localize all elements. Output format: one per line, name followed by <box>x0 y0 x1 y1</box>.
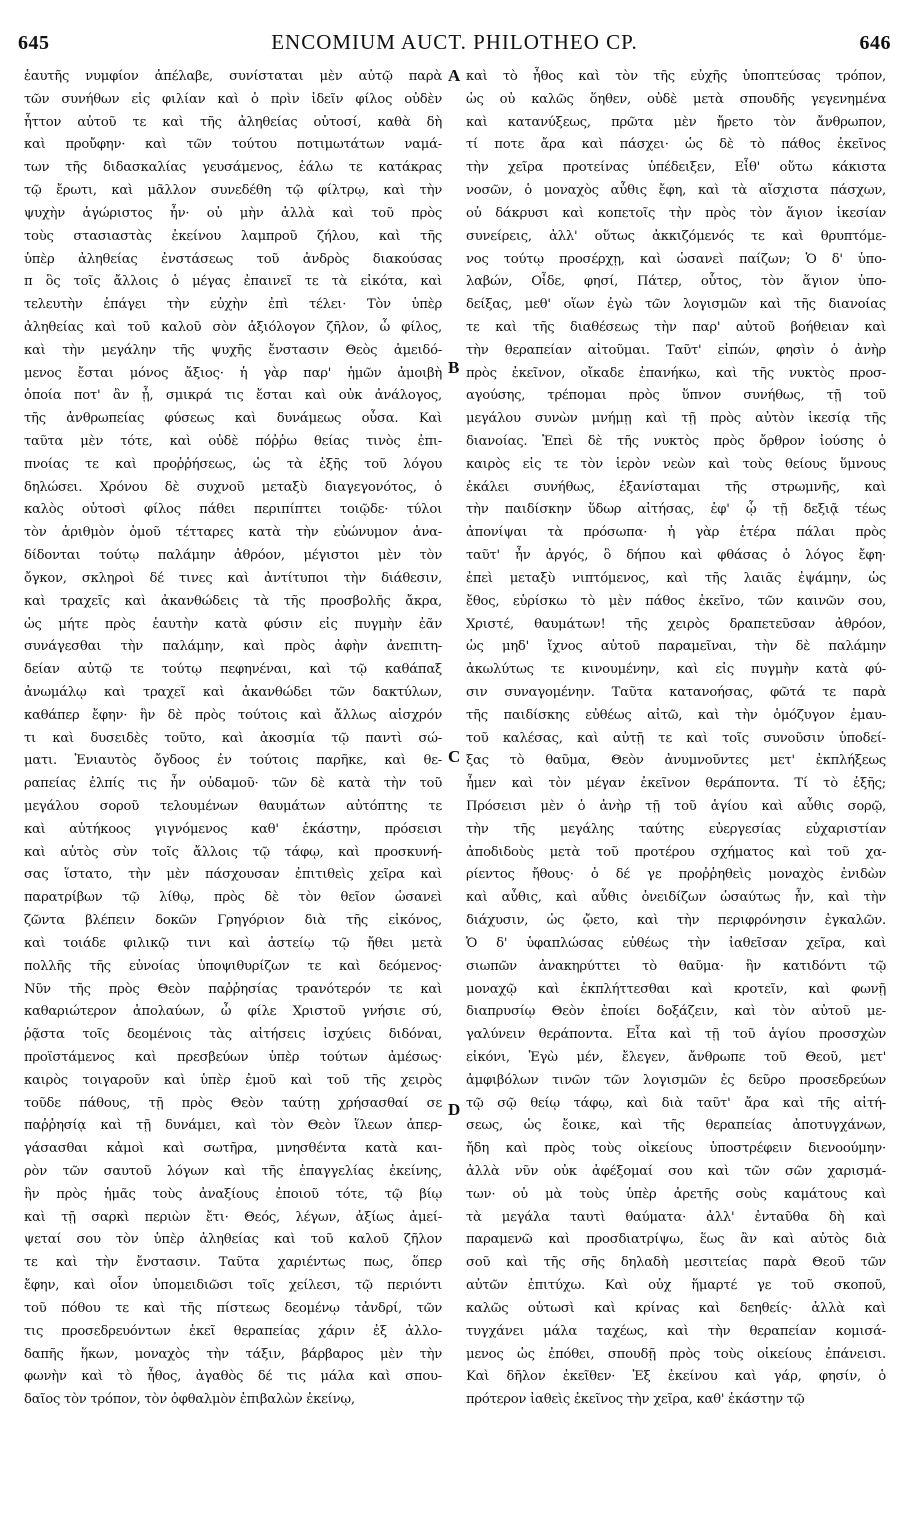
text-line: τῆς παιδίσκης εὐθέως αἰτῶ, καὶ τὴν ὁμόζυγον ἐμαυ- <box>466 707 886 723</box>
text-line: τὴν χεῖρα προτείνας ὑπέδειξεν, Εἶθ' οὕτω κάκιστα <box>466 160 886 176</box>
text-line: ρίεντος ἤθους· ὁ δέ γε προῤῥηθεὶς μοναχὸς ἐνιδὼν <box>466 867 886 883</box>
text-line: Ὁ δ' ὑφαπλώσας εὐθέως τὴν ἰαθεῖσαν χεῖρα, καὶ <box>466 935 886 951</box>
text-line: διαπρυσίῳ Θεὸν ἐποίει δοξάζειν, καὶ τὸν αὐτοῦ με- <box>466 1004 886 1020</box>
text-line: μενος ὡς ἐπόθει, σπουδῇ πρὸς τοὺς οἰκείους ἐπάνεισι. <box>466 1346 886 1362</box>
text-line: Χριστέ, θαυμάτων! τῆς χειρὸς δραπετεῦσαν ἀθρόον, <box>466 616 886 632</box>
text-line: ἀπονίψαι τὰ πρόσωπα· ἡ γὰρ ἑτέρα πάλαι πρὸς <box>466 525 886 541</box>
text-line: καὶ αὐτὸς σὺν τοῖς ἄλλοις τῷ τάφῳ, καὶ προσκυνή- <box>24 844 442 860</box>
text-line: καθαριώτερον ἀπολαύων, ὦ φίλε Χριστοῦ γνήσιε σύ, <box>24 1004 442 1020</box>
text-line: πρὸς ἐκεῖνον, οἴκαδε ἐπανήκω, καὶ τῆς νυκτὸς προσ- <box>466 365 886 381</box>
text-line: καὶ τὴν μεγάλην τῆς ψυχῆς ἔνστασιν Θεὸς ἀμειδό- <box>24 342 442 358</box>
text-line: τὴν θεραπείαν αἰτοῦμαι. Ταῦτ' εἰπών, φησὶν ὁ ἀνὴρ <box>466 342 886 358</box>
text-line: ἤδη καὶ πρὸς τοὺς οἰκείους ὑποστρέφειν διενοούμην· <box>466 1141 886 1157</box>
text-line: ἧττον αὐτοῦ τε καὶ τῆς ἀληθείας οὑτοσί, καθὰ δὴ <box>24 114 442 130</box>
text-line: σιωπῶν ἀνακηρύττει τὸ θαῦμα· ἣν κατιδόντι τῷ <box>466 958 886 974</box>
text-line: ἦμεν καὶ τὸν μέγαν ἐκεῖνον θεράποντα. Τί τὸ ἑξῆς; <box>466 776 886 792</box>
text-line: δείξας, μεθ' οἵων ἐγὼ τῶν λογισμῶν καὶ τῆς διανοίας <box>466 297 886 313</box>
text-line: ταῦτα μὲν τότε, καὶ οὐδὲ πόῤῥω θείας τινὸς ἐπι- <box>24 434 442 449</box>
text-line: τῷ σῷ θείῳ τάφῳ, καὶ διὰ ταῦτ' ἄρα καὶ τῆς αἰτή- <box>466 1095 886 1111</box>
text-line: μενος ἔσται μόνος ἄξιος· ἡ γὰρ παρ' ἡμῶν ἀμοιβὴ <box>24 365 442 381</box>
text-line: ὑπὲρ ἀληθείας ἐνστάσεως τοῦ ἀνδρὸς διακούσας <box>24 251 442 267</box>
text-line: σοῦ καὶ τῆς σῆς δηλαδὴ μεσιτείας παρὰ Θεοῦ τῶν <box>466 1255 886 1271</box>
text-line: τοῦ πόθου τε καὶ τῆς πίστεως δεομένῳ τἀνδρί, τῶν <box>24 1300 442 1316</box>
text-line: ἀνωμάλῳ καὶ τραχεῖ καὶ ἀκανθώδει τῶν δακτύλων, <box>24 684 442 700</box>
text-line: αὐτῶν ἐπιτύχω. Καὶ οὐχ ἥμαρτέ γε τοῦ σκοποῦ, <box>466 1278 886 1294</box>
text-line: εἰκόνι, Ἐγὼ μέν, ἔλεγεν, ἄνθρωπε τοῦ Θεοῦ, μετ' <box>466 1049 886 1065</box>
text-line: τὴν παιδίσκην ὕδωρ αἰτήσας, ἐφ' ᾧ τῇ δεξιᾷ τέως <box>466 502 886 518</box>
text-line: αγούσης, τρέπομαι πρὸς ὕπνον συνήθως, τῇ τοῦ <box>466 388 886 404</box>
text-line: καὶ τραχεῖς καὶ ἀκανθώδεις τὰ τῆς προσβολῆς ἄκρα, <box>24 593 442 609</box>
text-line: καλὸς οὑτοσὶ φίλος πάθει περιπίπτει τοιῷδε· τύλοι <box>24 502 442 518</box>
text-line: ἀλλὰ νῦν οὐκ ἀφέξομαί σου καὶ τῶν σῶν χαρισμά- <box>466 1164 886 1179</box>
text-line: ξας τὸ θαῦμα, Θεὸν ἀνυμνοῦντες μετ' ἐκπλήξεως <box>466 753 886 769</box>
text-line: λαβών, Οἶδε, φησί, Πάτερ, οὗτος, τὸν ἅγιον ὑπο- <box>466 274 886 290</box>
text-line: ὡς μηδ' ἴχνος αὐτοῦ παραμεῖναι, τὴν δὲ παλάμην <box>466 639 886 655</box>
right-text-column <box>466 66 886 1412</box>
text-line: τὰ μεγάλα ταυτὶ θαύματα· ἀλλ' ἐνταῦθα δὴ καὶ <box>466 1209 886 1225</box>
text-line: καιρὸς εἰς τε τὸν ἱερὸν νεὼν καὶ τοὺς θείους ὕμνους <box>466 456 886 472</box>
text-line: παῤῥησίᾳ καὶ τῇ δυνάμει, καὶ τὸν Θεὸν ἵλεων ἀπερ- <box>24 1118 442 1134</box>
text-line: τελευτὴν ἐπάγει τὴν εὐχὴν ἐπὶ τέλει· Τὸν ὑπὲρ <box>24 297 442 313</box>
text-line: διανοίας. Ἐπεὶ δὲ τῆς νυκτὸς πρὸς ὄρθρον ἰούσης ὁ <box>466 434 886 449</box>
text-line: τί ποτε ἄρα καὶ πάσχει· ὡς δὲ τὸ πάθος ἐκεῖνος <box>466 137 886 153</box>
text-line: ραπείας ἐλπίς τις ἦν οὐδαμοῦ· τῶν δὲ κατὰ τὴν τοῦ <box>24 776 442 792</box>
text-line: καὶ τὸ ἦθος καὶ τὸν τῆς εὐχῆς ὑποπτεύσας τρόπον, <box>466 69 886 84</box>
text-line: πνοίας τε καὶ προῤῥήσεως, ὡς τὰ ἑξῆς τοῦ λόγου <box>24 456 442 472</box>
text-line: φωνὴν καὶ τὸ ἦθος, ἀγαθὸς δέ τις μάλα καὶ σπου- <box>24 1369 442 1385</box>
text-line: ὁποία ποτ' ἂν ᾖ, σμικρά τις ἔσται καὶ οὐκ ἀνάλογος, <box>24 388 442 404</box>
text-line: δίδονται τούτῳ παλάμην ἀθρόον, μέγιστοι μὲν τὸν <box>24 548 442 564</box>
text-line: ἀκωλύτως τε κινουμένην, καὶ εἰς πυγμὴν κατὰ φύ- <box>466 662 886 678</box>
text-line: ἣν πρὸς ἡμᾶς τοὺς ἀναξίους ἐποιοῦ τότε, τῷ βίῳ <box>24 1186 442 1202</box>
text-line: ἀποδιδοὺς μετὰ τοῦ προτέρου σχήματος καὶ τοῦ χα- <box>466 844 886 860</box>
text-line: τῆς ἀνθρωπείας φύσεως καὶ δυνάμεως οὖσα. Καὶ <box>24 411 442 427</box>
text-line: παρατρίβων τῷ λίθῳ, πρὸς δὲ τὸν θεῖον ὡσανεὶ <box>24 890 442 906</box>
text-line: καλῶς οὑτωσὶ καὶ κρίνας καὶ δεηθείς· ἀλλὰ καὶ <box>466 1300 886 1316</box>
text-line: σιν συναγομένην. Ταῦτα κατανοήσας, φῶτά τε παρὰ <box>466 684 886 700</box>
text-line: των τῆς διδασκαλίας γευσάμενος, ἑάλω τε κατάκρας <box>24 160 442 176</box>
section-marker-b: B <box>448 358 460 377</box>
text-line: τοῦδε πάθους, τῇ πρὸς Θεὸν ταύτῃ χρήσασθαί σε <box>24 1095 442 1111</box>
text-line: τοῦ καλέσας, καὶ αὐτῇ τε καὶ τοῖς συνοῦσιν ὑποδεί- <box>466 730 886 746</box>
text-line: τὴν τῆς μεγάλης ταύτης εὐεργεσίας εὐχαριστίαν <box>466 821 886 837</box>
text-line: μεγάλου σοροῦ τελουμένων θαυμάτων αὐτόπτης τε <box>24 799 442 814</box>
text-line: σεως, ὡς ἔοικε, καὶ τῆς θεραπείας ἀποτυγχάνων, <box>466 1118 886 1134</box>
running-head <box>18 30 891 56</box>
text-line: δαῖος τὸν τρόπον, τὸν ὀφθαλμὸν ἐπιβαλὼν ἐκείνῳ, <box>24 1392 355 1408</box>
text-line: τις προσεδρευόντων ἐκεῖ θεραπείας χάριν ἐξ ἀλλο- <box>24 1323 442 1339</box>
text-line: ζῶντα βλέπειν δοκῶν Γρηγόριον διὰ τῆς εἰκόνος, <box>24 913 442 929</box>
text-line: οὐ δάκρυσι καὶ κοπετοῖς τὴν πρὸς τὸν ἅγιον ἱκεσίαν <box>466 205 886 221</box>
text-line: καὶ προὔφην· καὶ τῶν τούτου ποτιμωτάτων ναμά- <box>24 137 442 153</box>
text-line: ματι. Ἐνιαυτὸς ὄγδοος ἐν τούτοις παρῆκε, καὶ θε- <box>24 753 442 769</box>
text-line: γάσασθαι κἀμοὶ καὶ σωτῆρα, μνησθέντα κατὰ και- <box>24 1141 442 1157</box>
text-line: καὶ αὖθις, καὶ αὖθις ὀνειδίζων ὡσαύτως ἦν, καὶ τὴν <box>466 890 886 906</box>
text-line: τὸν ἀριθμὸν ὁμοῦ τέτταρες κατὰ τὴν εὐώνυμον ἀνα- <box>24 525 442 541</box>
text-line: προϊστάμενος καὶ πρεσβεύων ὑπὲρ τούτων ἀμέσως· <box>24 1049 442 1065</box>
text-line: ψεταί σου τὸν ὑπὲρ ἀληθείας καὶ τοῦ καλοῦ ζῆλον <box>24 1232 442 1248</box>
text-line: Καὶ δῆλον ἐκεῖθεν· Ἐξ ἐκείνου καὶ γάρ, φησίν, ὁ <box>466 1369 886 1385</box>
text-line: καιρὸς τοιγαροῦν καὶ ὑπὲρ ἐμοῦ καὶ τοῦ τῆς χειρὸς <box>24 1072 442 1088</box>
text-line: τυγχάνει μάλα ταχέως, καὶ τὴν θεραπείαν κομισά- <box>466 1323 886 1339</box>
running-title: ENCOMIUM AUCT. PHILOTHEO CP. <box>271 30 638 54</box>
text-line: ῥᾷστα τοῖς δεομένοις τὰς αἰτήσεις ἰσχύεις διδόναι, <box>24 1027 442 1043</box>
section-marker-a: A <box>448 66 461 85</box>
text-line: καὶ κατανύξεως, πρῶτα μὲν ἤρετο τὸν ἄνθρωπον, <box>466 114 886 130</box>
text-line: ὡς μήτε πρὸς ἑαυτὴν κατὰ φύσιν εἰς πυγμὴν ἐᾶν <box>24 616 442 632</box>
left-page-number: 645 <box>18 32 50 54</box>
section-marker-c: C <box>448 747 461 766</box>
text-line: ψυχὴν ἀγώριστος ἦν· οὐ μὴν ἀλλὰ καὶ τοῦ πρὸς <box>24 205 442 221</box>
text-line: ἐκάλει συνήθως, ἐξανίσταμαι τῆς στρωμνῆς, καὶ <box>466 479 886 495</box>
text-line: ὄγκον, σκληροὶ δέ τινες καὶ ἀντίτυποι τὴν διάθεσιν, <box>24 570 442 586</box>
text-line: τῷ ἔρωτι, καὶ μᾶλλον συνεδέθη τῷ φίλτρῳ, καὶ τὴν <box>24 183 442 199</box>
section-marker-d: D <box>448 1100 461 1119</box>
text-line: ἔθος, εὑρίσκω τὸ μὲν πάθος ἐκεῖνο, τῶν καινῶν σου, <box>466 593 886 609</box>
text-line: πρότερον ἰαθεὶς ἐκεῖνος τὴν χεῖρα, καθ' ἑκάστην τῷ <box>466 1392 805 1408</box>
text-line: ἐπεὶ μεταξὺ νιπτόμενος, καὶ τῆς λαιᾶς ἐψάμην, ὡς <box>466 570 886 586</box>
text-line: δαπῆς ἥκων, μοναχὸς τὴν τάξιν, βάρβαρος μὲν τὴν <box>24 1346 442 1362</box>
text-line: ὡς οὐ καλῶς ὅηθεν, οὐδὲ μετὰ σπουδῆς γεγενημένα <box>466 91 886 107</box>
text-line: των· οὐ μὰ τοὺς ὑπὲρ ἀρετῆς σοὺς καμάτους καὶ <box>466 1186 886 1202</box>
text-line: διάχυσιν, ὡς ᾤετο, καὶ τὴν περιφρόνησιν ἐγκαλῶν. <box>466 913 886 929</box>
text-line: νος τούτῳ προσέρχῃ, καὶ ὡσανεὶ παίζων; Ὁ δ' ὑπο- <box>466 251 886 267</box>
text-line: μεγάλου συνὼν μνήμῃ καὶ τῇ πρὸς αὐτὸν ἱκεσίᾳ τῆς <box>466 411 886 427</box>
text-line: Νῦν τῆς πρὸς Θεὸν παῤῥησίας τρανότερόν τε καὶ <box>24 981 442 997</box>
text-line: π ὃς τοῖς ἄλλοις ὁ μέγας ἐπαινεῖ τε τὰ εἰκότα, καὶ <box>24 274 442 290</box>
text-line: ταῦτ' ἦν ἀργός, ὃ δήπου καὶ φθάσας ὁ λόγος ἔφη· <box>466 548 886 564</box>
text-line: τῶν συνήθων εἰς φιλίαν καὶ ὁ πρὶν ἰδεῖν φίλος οὐδὲν <box>24 91 442 107</box>
text-line: νοσῶν, ὁ μοναχὸς αὖθις ἔφη, καὶ τὰ αἴσχιστα πάσχων, <box>466 183 886 199</box>
text-line: καὶ τοιάδε φιλικῷ τινι καὶ ἀστείῳ τῷ ἤθει μετὰ <box>24 935 442 951</box>
text-line: μοναχῷ καὶ ἐκπλήττεσθαι καὶ κροτεῖν, καὶ φωνῇ <box>466 981 886 997</box>
text-line: καθάπερ ἔφην· ἣν δὲ πρὸς τούτοις καὶ ἄλλως αἰσχρόν <box>24 707 442 723</box>
text-line: παραμενῶ καὶ προσδιατρίψω, ἕως ἂν καὶ αὐτὸς διὰ <box>466 1232 886 1248</box>
text-line: ἀμφιβόλων τινῶν τῶν λογισμῶν ἐς δεῦρο προσεδρεύων <box>466 1072 886 1088</box>
left-text-column <box>24 66 442 1412</box>
text-line: ἀληθείας καὶ τοῦ καλοῦ σὸν ἀξιόλογον ζῆλον, ὦ φίλος, <box>24 319 442 335</box>
text-line: τε καὶ τὴν ἔνστασιν. Ταῦτα χαριέντως πως, ὅπερ <box>24 1255 442 1271</box>
text-line: δείαν αὐτῷ τε τούτῳ πεφηνέναι, καὶ τῷ καθάπαξ <box>24 662 442 678</box>
text-line: πολλῆς τῆς εὐνοίας ὑποψιθυρίζων τε καὶ δεόμενος· <box>24 958 442 974</box>
text-line: γαλύνειν θεράποντα. Εἶτα καὶ τῇ τοῦ ἁγίου προσσχὼν <box>466 1027 886 1043</box>
text-line: ἔφην, καὶ οἷον ὑπομειδιῶσι τοῖς χείλεσι, τῷ περιόντι <box>24 1278 442 1294</box>
text-line: τε καὶ τῆς διαθέσεως τὴν παρ' αὐτοῦ βοήθειαν καὶ <box>466 319 886 335</box>
text-line: δηλώσει. Χρόνου δὲ συχνοῦ μεταξὺ διαγεγονότος, ὁ <box>24 479 442 495</box>
text-line: καὶ αὐτήκοος γιγνόμενος καθ' ἑκάστην, πρόσεισι <box>24 821 442 837</box>
text-line: ρὸν τῶν σαυτοῦ λόγων καὶ τῆς ἐπαγγελίας ἐκείνης, <box>24 1164 442 1179</box>
text-line: συνείρεις, ἀλλ' οὕτως ἀκκιζόμενός τε καὶ θρυπτόμε- <box>466 228 886 244</box>
text-line: καὶ τῇ σαρκὶ περιὼν ἔτι· Θεός, λέγων, ἀξίως ἀμεί- <box>24 1209 442 1225</box>
text-line: σας ἵστατο, τὴν μὲν πάσχουσαν ἐπιτιθεὶς χεῖρα καὶ <box>24 867 442 883</box>
text-line: Πρόσεισι μὲν ὁ ἀνὴρ τῇ τοῦ ἁγίου καὶ αὖθις σορῷ, <box>466 799 886 814</box>
text-line: τι καὶ δυσειδὲς τοῦτο, καὶ ἀκοσμία τῷ παντὶ σώ- <box>24 730 442 746</box>
text-line: ἑαυτῆς νυμφίον ἀπέλαβε, συνίσταται μὲν αὐτῷ παρὰ <box>24 69 442 84</box>
right-page-number: 646 <box>859 32 891 54</box>
text-line: τοὺς στασιαστὰς ἐκείνου λαμπροῦ ζήλου, καὶ τῆς <box>24 228 442 244</box>
text-line: συνάγεσθαι τὴν παλάμην, καὶ πρὸς ἀφὴν ἀνεπιτη- <box>24 639 442 655</box>
